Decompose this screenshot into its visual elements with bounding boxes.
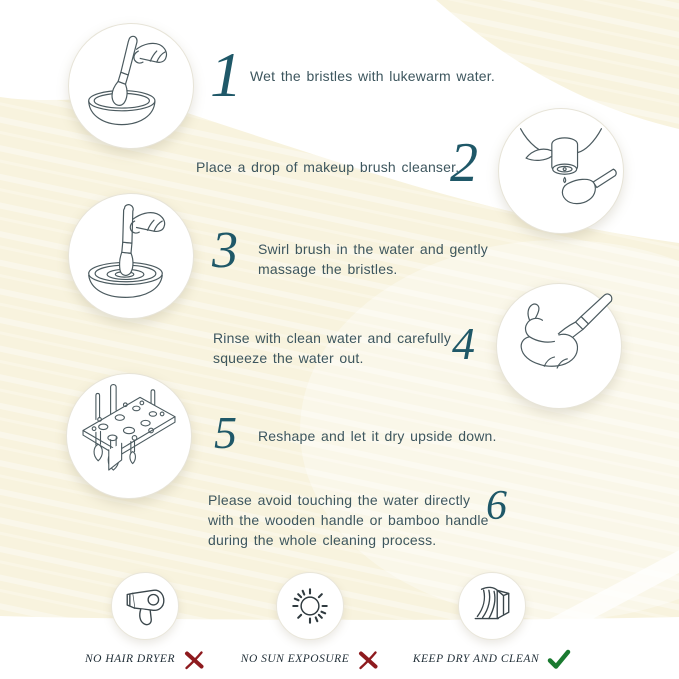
brush-in-bowl-illustration [74,29,188,143]
cross-icon [357,649,379,670]
step1-number: 1 [210,39,242,110]
step6-number: 6 [486,483,507,529]
step1-illustration-circle [68,23,194,149]
step6-text: Please avoid touching the water directly with the wooden handle or bamboo handle during the whole cleaning process. [208,492,489,548]
warning-no-hair-dryer [55,572,235,670]
step3-number: 3 [212,222,238,279]
squeeze-brush-illustration [502,289,616,403]
check-icon [547,649,571,670]
dry-cloth-circle [458,572,526,640]
warning-label: NO SUN EXPOSURE [240,653,350,665]
step1-text: Wet the bristles with lukewarm water. [250,68,495,84]
step4-text: Rinse with clean water and carefully squeeze the water out. [213,330,452,366]
warning-keep-dry-and-clean [392,572,592,670]
step2-text: Place a drop of makeup brush cleanser. [196,159,460,175]
sun-circle [276,572,344,640]
step2-number: 2 [450,132,478,194]
step3-illustration-circle [68,193,194,319]
step4-illustration-circle [496,283,622,409]
step5-text: Reshape and let it dry upside down. [258,428,497,444]
hair-dryer-circle [111,572,179,640]
warning-label-row [85,648,205,670]
step4-number: 4 [452,318,475,369]
swirl-brush-illustration [74,199,188,313]
dry-cloth-icon [469,583,515,629]
step5-illustration-circle [66,373,192,499]
step5-number: 5 [214,407,237,458]
step3-text: Swirl brush in the water and gently massage the bristles. [258,241,488,277]
cross-icon [183,649,205,670]
cleanser-bottle-illustration [504,114,618,228]
warning-label: KEEP DRY AND CLEAN [412,653,540,665]
warning-label-row [413,648,571,670]
hair-dryer-icon [122,583,168,629]
warning-no-sun-exposure [220,572,400,670]
step2-illustration-circle [498,108,624,234]
warning-label: NO HAIR DRYER [85,653,175,665]
drying-rack-illustration [72,379,186,493]
sun-icon [287,583,333,629]
warning-label-row [241,648,379,670]
